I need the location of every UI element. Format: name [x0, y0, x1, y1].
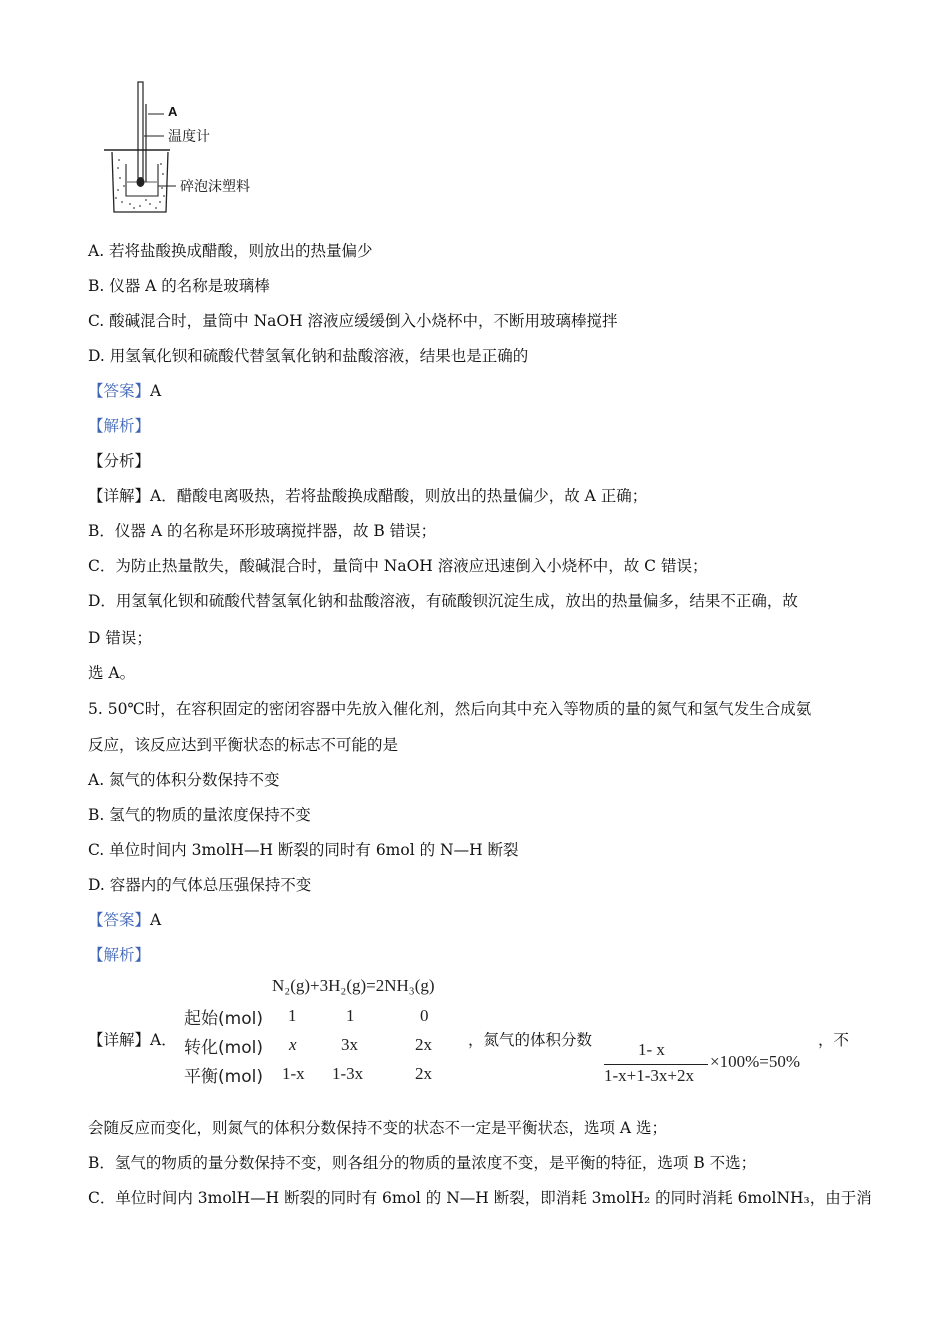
q4-answer: [88, 380, 161, 402]
q4-detail-a: 【详解】A．醋酸电离吸热，若将盐酸换成醋酸，则放出的热量偏少，故 A 正确；: [88, 487, 648, 505]
row-label-start: 起始(mol): [184, 1009, 263, 1029]
q5-answer: [88, 909, 161, 931]
row-start-n2: 1: [288, 1006, 297, 1025]
row-eq-nh3: 2x: [415, 1064, 432, 1083]
row-eq-n2: 1-x: [282, 1064, 305, 1083]
q4-option-a: A. 若将盐酸换成醋酸，则放出的热量偏少: [88, 242, 373, 260]
q5-option-c: C. 单位时间内 3molH—H 断裂的同时有 6mol 的 N—H 断裂: [88, 841, 519, 859]
calorimeter-diagram: [100, 78, 280, 218]
label-foam: 碎泡沫塑料: [180, 179, 250, 195]
q5-option-a: A. 氮气的体积分数保持不变: [88, 771, 280, 789]
fraction-denominator: 1-x+1-3x+2x: [604, 1066, 694, 1085]
q4-detail-d-cont: D 错误；: [88, 629, 152, 647]
apparatus-figure: [100, 78, 280, 222]
q5-detail-prefix: 【详解】A．: [88, 1031, 177, 1049]
row-start-h2: 1: [346, 1006, 355, 1025]
q4-analysis-tag: 【解析】: [88, 417, 151, 435]
fraction-result: ×100%=50%: [710, 1052, 800, 1071]
q5-option-b: B. 氢气的物质的量浓度保持不变: [88, 806, 311, 824]
answer-tag: 【答案】: [88, 382, 151, 400]
row-start-nh3: 0: [420, 1006, 429, 1025]
label-a: A: [168, 104, 178, 119]
q4-option-c: C. 酸碱混合时，量筒中 NaOH 溶液应缓缓倒入小烧杯中，不断用玻璃棒搅拌: [88, 312, 618, 330]
answer-value: A: [150, 382, 162, 400]
label-thermometer: 温度计: [168, 129, 210, 145]
answer-value: A: [150, 911, 162, 929]
q4-fenxi-tag: 【分析】: [88, 452, 151, 470]
q5-after-1: 会随反应而变化，则氮气的体积分数保持不变的状态不一定是平衡状态，选项 A 选；: [88, 1119, 668, 1137]
q4-option-b: B. 仪器 A 的名称是玻璃棒: [88, 277, 270, 295]
q5-option-d: D. 容器内的气体总压强保持不变: [88, 876, 312, 894]
row-label-change: 转化(mol): [184, 1038, 263, 1058]
q4-detail-d: D．用氢氧化钡和硫酸代替氢氧化钠和盐酸溶液，有硫酸钡沉淀生成，放出的热量偏多，结果不正确，故: [88, 592, 798, 610]
q5-after-3: C．单位时间内 3molH—H 断裂的同时有 6mol 的 N—H 断裂，即消耗 3molH₂ 的同时消耗 6molNH₃，由于消: [88, 1189, 872, 1207]
q5-stem-1: 5. 50℃时，在容积固定的密闭容器中先放入催化剂，然后向其中充入等物质的量的氮气和氢气发生合成氨: [88, 700, 812, 718]
end-text: ，不: [818, 1031, 850, 1049]
fraction-bar: [604, 1064, 708, 1065]
row-change-nh3: 2x: [415, 1035, 432, 1054]
answer-tag: 【答案】: [88, 911, 151, 929]
q5-analysis-tag: 【解析】: [88, 946, 151, 964]
q4-conclusion: 选 A。: [88, 664, 136, 682]
row-label-equilibrium: 平衡(mol): [184, 1067, 263, 1087]
fraction-numerator: 1- x: [638, 1040, 665, 1059]
row-change-n2: x: [289, 1035, 297, 1054]
row-eq-h2: 1-3x: [332, 1064, 364, 1083]
q5-stem-2: 反应，该反应达到平衡状态的标志不可能的是: [88, 736, 399, 754]
q4-detail-b: B．仪器 A 的名称是环形玻璃搅拌器，故 B 错误；: [88, 522, 437, 540]
reaction-equation: N₂(g)+3H₂(g)=2NH₃(g): [272, 976, 435, 995]
q5-after-2: B．氢气的物质的量分数保持不变，则各组分的物质的量浓度不变，是平衡的特征，选项 B 不选；: [88, 1154, 757, 1172]
q4-detail-c: C．为防止热量散失，酸碱混合时，量筒中 NaOH 溶液应迅速倒入小烧杯中，故 C 错误；: [88, 557, 708, 575]
row-change-h2: 3x: [341, 1035, 358, 1054]
mid-text: ，氮气的体积分数: [468, 1031, 593, 1049]
q4-option-d: D. 用氢氧化钡和硫酸代替氢氧化钠和盐酸溶液，结果也是正确的: [88, 347, 529, 365]
